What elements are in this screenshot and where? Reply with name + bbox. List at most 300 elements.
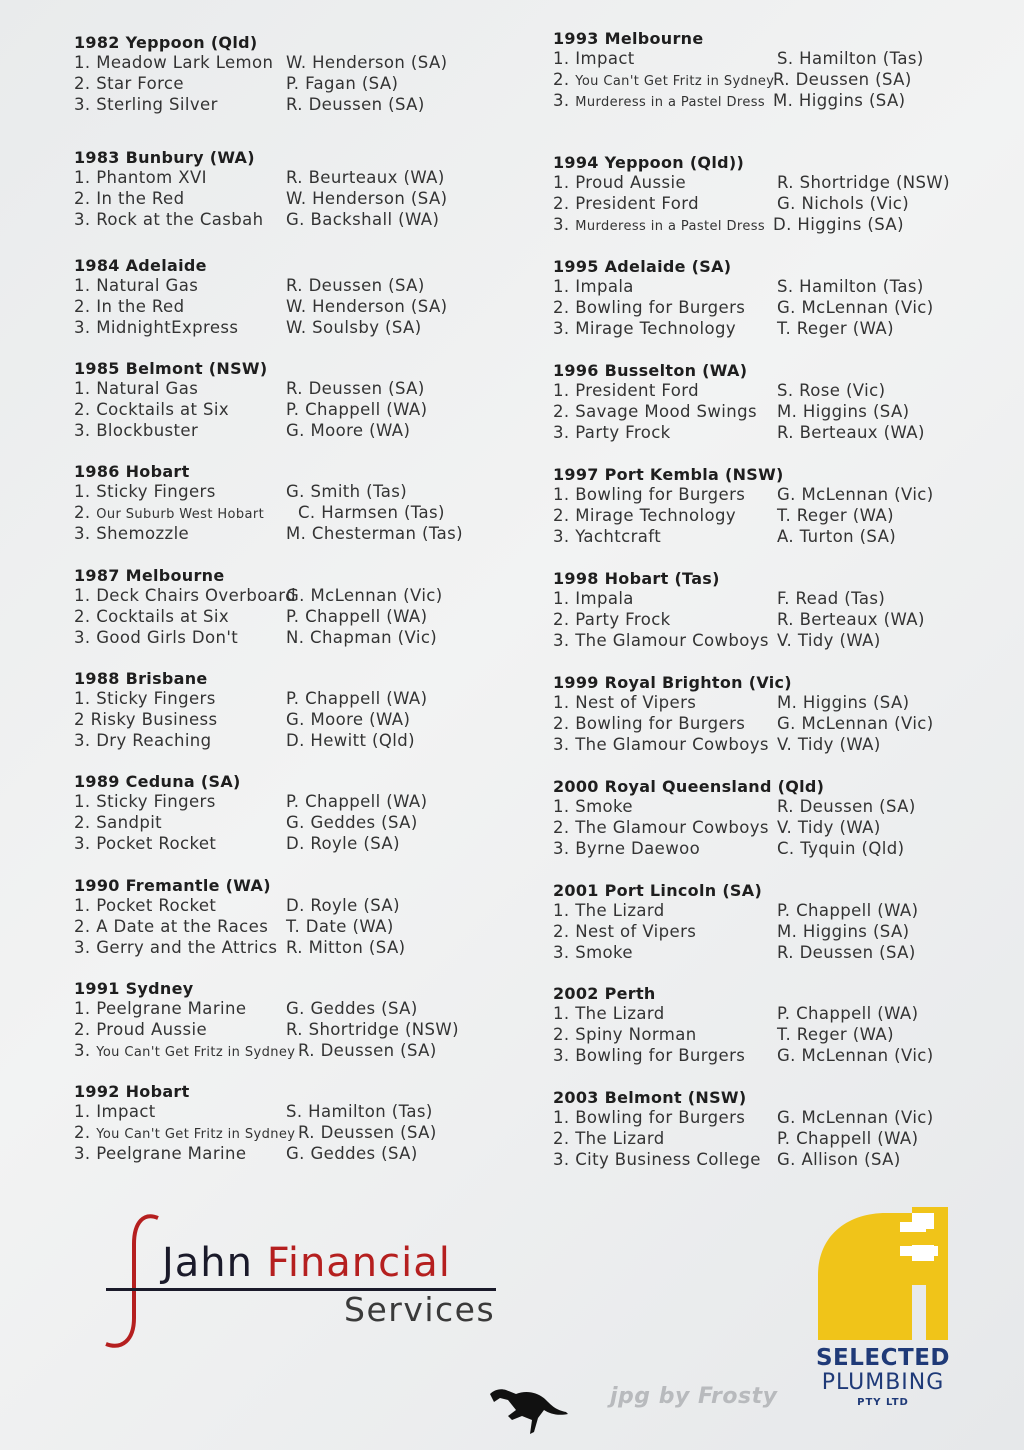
owner-name: G. McLennan (Vic) xyxy=(777,1108,934,1127)
result-row xyxy=(553,797,993,818)
result-row xyxy=(553,1025,993,1046)
result-row xyxy=(74,503,514,524)
owner-name: R. Deussen (SA) xyxy=(286,379,425,398)
result-row xyxy=(74,421,514,442)
result-row xyxy=(74,210,514,231)
result-heading: 1994 Yeppoon (Qld)) xyxy=(553,153,745,172)
horse-name: Bowling for Burgers xyxy=(575,1108,746,1127)
place-and-horse xyxy=(553,91,765,114)
horse-name: Deck Chairs Overboard xyxy=(96,586,296,605)
place-number: 3. xyxy=(553,942,570,962)
horse-name: Impala xyxy=(575,277,634,296)
horse-name: Mirage Technology xyxy=(575,318,737,338)
result-heading: 1983 Bunbury (WA) xyxy=(74,148,255,167)
place-number: 3. xyxy=(553,318,570,338)
place-and-horse xyxy=(553,402,757,423)
place-number: 2. xyxy=(553,1024,570,1044)
place-number: 1. xyxy=(553,173,570,192)
place-number: 1. xyxy=(553,693,570,712)
result-row xyxy=(553,277,993,298)
place-and-horse xyxy=(553,49,635,70)
selected-plumbing-name: SELECTED xyxy=(815,1345,950,1371)
horse-name: Proud Aussie xyxy=(96,1019,208,1039)
horse-name: Cocktails at Six xyxy=(96,606,230,626)
place-and-horse xyxy=(74,917,268,938)
place-and-horse xyxy=(74,731,212,752)
owner-name: G. McLennan (Vic) xyxy=(286,586,443,605)
place-number: 2. xyxy=(74,73,91,93)
result-heading: 1999 Royal Brighton (Vic) xyxy=(553,673,792,692)
owner-name: N. Chapman (Vic) xyxy=(286,627,438,647)
result-row xyxy=(553,485,993,506)
horse-name: Nest of Vipers xyxy=(575,693,697,712)
result-row xyxy=(74,74,514,95)
result-block xyxy=(553,360,993,443)
result-row xyxy=(74,297,514,318)
place-number: 3. xyxy=(553,422,570,442)
place-number: 1. xyxy=(74,482,91,501)
place-number: 2 xyxy=(74,709,85,729)
owner-name: S. Rose (Vic) xyxy=(777,381,886,400)
jahn-name-red: Financial xyxy=(266,1240,451,1286)
horse-name: Gerry and the Attrics xyxy=(96,937,278,957)
owner-name: G. Smith (Tas) xyxy=(286,482,408,501)
place-and-horse xyxy=(74,689,216,710)
horse-name: Smoke xyxy=(575,942,633,962)
result-row xyxy=(553,818,993,839)
place-and-horse xyxy=(553,1004,665,1025)
result-row xyxy=(553,922,993,943)
owner-name: V. Tidy (WA) xyxy=(777,630,881,650)
horse-name: In the Red xyxy=(96,296,185,316)
place-number: 3. xyxy=(74,937,91,957)
horse-name: Proud Aussie xyxy=(575,173,687,192)
result-row xyxy=(553,70,993,91)
owner-name: D. Hewitt (Qld) xyxy=(286,730,415,750)
result-heading: 1995 Adelaide (SA) xyxy=(553,257,732,276)
place-and-horse xyxy=(74,999,246,1020)
place-and-horse xyxy=(74,1102,156,1123)
result-block xyxy=(553,28,993,111)
horse-name: The Glamour Cowboys xyxy=(575,630,769,650)
result-row xyxy=(553,589,993,610)
owner-name: P. Chappell (WA) xyxy=(777,901,919,920)
place-number: 1. xyxy=(553,485,570,504)
horse-name: Peelgrane Marine xyxy=(96,999,247,1018)
horse-name: Sterling Silver xyxy=(96,94,218,114)
place-number: 2. xyxy=(74,188,91,208)
place-and-horse xyxy=(553,714,745,735)
place-number: 1. xyxy=(553,589,570,608)
owner-name: D. Royle (SA) xyxy=(286,896,400,915)
place-and-horse xyxy=(553,922,696,943)
place-and-horse xyxy=(74,1144,246,1165)
result-heading: 1982 Yeppoon (Qld) xyxy=(74,33,258,52)
horse-name: Shemozzle xyxy=(96,523,190,543)
result-block xyxy=(74,461,514,544)
owner-name: R. Berteaux (WA) xyxy=(777,422,925,442)
result-row xyxy=(74,689,514,710)
result-row xyxy=(74,628,514,649)
place-number: 1. xyxy=(553,49,570,68)
place-and-horse xyxy=(553,506,736,527)
place-number: 3. xyxy=(74,730,91,750)
place-and-horse xyxy=(74,74,184,95)
place-number: 1. xyxy=(74,689,91,708)
jahn-logo-subtitle: Services xyxy=(344,1290,496,1329)
place-and-horse xyxy=(74,95,218,116)
horse-name: Meadow Lark Lemon xyxy=(96,53,274,72)
result-row xyxy=(74,1020,514,1041)
place-and-horse xyxy=(553,215,765,238)
result-block xyxy=(553,256,993,339)
place-number: 2. xyxy=(74,916,91,936)
result-block xyxy=(553,152,993,235)
owner-name: V. Tidy (WA) xyxy=(777,734,881,754)
result-block xyxy=(553,983,993,1066)
place-and-horse xyxy=(74,628,238,649)
result-heading: 1984 Adelaide xyxy=(74,256,207,275)
place-number: 2. xyxy=(553,609,570,629)
owner-name: P. Chappell (WA) xyxy=(286,689,428,708)
place-and-horse xyxy=(553,423,671,444)
horse-name: Phantom XVI xyxy=(96,168,207,187)
place-number: 2. xyxy=(74,296,91,316)
result-heading: 1991 Sydney xyxy=(74,979,194,998)
place-number: 3. xyxy=(74,523,91,543)
place-and-horse xyxy=(553,1129,665,1150)
owner-name: G. McLennan (Vic) xyxy=(777,485,934,504)
place-and-horse xyxy=(553,818,769,839)
result-row xyxy=(74,917,514,938)
result-row xyxy=(74,792,514,813)
result-heading: 1993 Melbourne xyxy=(553,29,704,48)
place-and-horse xyxy=(74,318,238,339)
place-and-horse xyxy=(553,319,736,340)
result-heading: 1989 Ceduna (SA) xyxy=(74,772,241,791)
result-block xyxy=(553,880,993,963)
place-and-horse xyxy=(74,210,264,231)
owner-name: C. Harmsen (Tas) xyxy=(298,502,445,522)
owner-name: W. Henderson (SA) xyxy=(286,53,448,72)
horse-name: President Ford xyxy=(575,381,699,400)
result-row xyxy=(553,527,993,548)
place-number: 3. xyxy=(74,94,91,114)
owner-name: T. Reger (WA) xyxy=(777,505,894,525)
owner-name: R. Deussen (SA) xyxy=(777,942,916,962)
horse-name: The Lizard xyxy=(575,901,665,920)
place-number: 2. xyxy=(553,505,570,525)
owner-name: R. Shortridge (NSW) xyxy=(777,173,950,192)
photo-credit: jpg by Frosty xyxy=(610,1384,778,1409)
selected-plumbing-logo xyxy=(808,1205,958,1415)
result-row xyxy=(553,91,993,112)
result-row xyxy=(74,813,514,834)
place-and-horse xyxy=(74,400,229,421)
place-and-horse xyxy=(553,1150,761,1171)
owner-name: W. Soulsby (SA) xyxy=(286,317,422,337)
jahn-logo-title xyxy=(162,1240,451,1286)
horse-name: You Can't Get Fritz in Sydney xyxy=(96,1044,296,1060)
place-number: 3. xyxy=(74,420,91,440)
result-block xyxy=(553,1087,993,1170)
owner-name: T. Reger (WA) xyxy=(777,1024,894,1044)
place-number: 1. xyxy=(553,381,570,400)
place-and-horse xyxy=(553,298,745,319)
owner-name: S. Hamilton (Tas) xyxy=(777,277,924,296)
integral-f-icon xyxy=(100,1210,170,1350)
result-row xyxy=(74,710,514,731)
horse-name: Impact xyxy=(96,1102,156,1121)
owner-name: D. Royle (SA) xyxy=(286,833,400,853)
place-number: 3. xyxy=(553,734,570,754)
place-number: 2. xyxy=(74,1019,91,1039)
place-number: 1. xyxy=(74,276,91,295)
owner-name: P. Chappell (WA) xyxy=(777,1004,919,1023)
result-row xyxy=(74,276,514,297)
result-row xyxy=(74,1102,514,1123)
horse-name: Party Frock xyxy=(575,422,671,442)
result-row xyxy=(74,53,514,74)
result-block xyxy=(74,358,514,441)
owner-name: T. Date (WA) xyxy=(286,916,394,936)
place-number: 1. xyxy=(74,896,91,915)
horse-name: Risky Business xyxy=(90,709,218,729)
result-row xyxy=(74,400,514,421)
result-row xyxy=(553,943,993,964)
result-row xyxy=(74,189,514,210)
owner-name: M. Higgins (SA) xyxy=(773,90,906,110)
place-number: 3. xyxy=(74,209,91,229)
place-number: 1. xyxy=(74,1102,91,1121)
result-row xyxy=(553,173,993,194)
owner-name: P. Chappell (WA) xyxy=(777,1128,919,1148)
owner-name: P. Chappell (WA) xyxy=(286,792,428,811)
place-number: 1. xyxy=(74,379,91,398)
horse-name: Savage Mood Swings xyxy=(575,401,757,421)
owner-name: M. Chesterman (Tas) xyxy=(286,523,463,543)
result-row xyxy=(553,1046,993,1067)
horse-name: Blockbuster xyxy=(96,420,199,440)
place-and-horse xyxy=(553,693,696,714)
horse-name: Yachtcraft xyxy=(575,526,662,546)
result-row xyxy=(553,298,993,319)
result-heading: 1992 Hobart xyxy=(74,1082,190,1101)
horse-name: You Can't Get Fritz in Sydney xyxy=(96,1126,296,1142)
owner-name: A. Turton (SA) xyxy=(777,526,897,546)
place-number: 3. xyxy=(74,1040,91,1060)
place-and-horse xyxy=(74,586,296,607)
place-and-horse xyxy=(74,607,229,628)
place-number: 2. xyxy=(553,713,570,733)
place-and-horse xyxy=(74,710,218,731)
place-number: 2. xyxy=(553,193,570,213)
owner-name: G. Geddes (SA) xyxy=(286,812,418,832)
place-number: 3. xyxy=(553,526,570,546)
result-row xyxy=(553,901,993,922)
place-number: 2. xyxy=(553,401,570,421)
result-row xyxy=(74,731,514,752)
place-number: 1. xyxy=(74,586,91,605)
result-row xyxy=(74,938,514,959)
place-number: 3. xyxy=(74,627,91,647)
result-row xyxy=(553,714,993,735)
place-number: 3. xyxy=(74,317,91,337)
result-block xyxy=(74,1081,514,1164)
place-number: 1. xyxy=(553,797,570,816)
place-number: 2. xyxy=(74,502,91,522)
place-and-horse xyxy=(553,901,665,922)
place-number: 3. xyxy=(553,630,570,650)
result-row xyxy=(74,1123,514,1144)
place-and-horse xyxy=(553,839,700,860)
owner-name: G. Geddes (SA) xyxy=(286,1143,418,1163)
result-row xyxy=(553,610,993,631)
result-heading: 1988 Brisbane xyxy=(74,669,208,688)
place-number: 3. xyxy=(74,1143,91,1163)
result-heading: 2002 Perth xyxy=(553,984,656,1003)
place-number: 1. xyxy=(74,53,91,72)
place-and-horse xyxy=(553,797,633,818)
horse-name: You Can't Get Fritz in Sydney xyxy=(575,73,775,89)
horse-name: Impala xyxy=(575,589,634,608)
horse-name: Pocket Rocket xyxy=(96,896,217,915)
place-number: 3. xyxy=(553,90,570,110)
result-row xyxy=(553,506,993,527)
owner-name: R. Berteaux (WA) xyxy=(777,609,925,629)
result-block xyxy=(553,776,993,859)
horse-name: Byrne Daewoo xyxy=(575,838,701,858)
owner-name: G. Moore (WA) xyxy=(286,709,411,729)
place-number: 2. xyxy=(74,1122,91,1142)
result-heading: 1986 Hobart xyxy=(74,462,190,481)
result-row xyxy=(74,318,514,339)
result-row xyxy=(553,735,993,756)
place-and-horse xyxy=(553,589,634,610)
place-and-horse xyxy=(74,834,216,855)
horse-name: In the Red xyxy=(96,188,185,208)
sp-mark-icon xyxy=(808,1205,958,1345)
owner-name: S. Hamilton (Tas) xyxy=(286,1102,433,1121)
place-and-horse xyxy=(553,1025,697,1046)
result-heading: 2001 Port Lincoln (SA) xyxy=(553,881,763,900)
selected-plumbing-pty: PTY LTD xyxy=(857,1397,909,1408)
owner-name: R. Deussen (SA) xyxy=(286,276,425,295)
place-and-horse xyxy=(553,1046,745,1067)
result-row xyxy=(553,1150,993,1171)
place-and-horse xyxy=(553,277,634,298)
place-and-horse xyxy=(74,792,216,813)
place-and-horse xyxy=(74,1020,207,1041)
place-and-horse xyxy=(553,70,774,93)
horse-name: The Lizard xyxy=(575,1128,665,1148)
selected-plumbing-sub: PLUMBING xyxy=(821,1370,945,1395)
result-row xyxy=(74,482,514,503)
place-and-horse xyxy=(553,381,699,402)
place-and-horse xyxy=(553,194,699,215)
result-heading: 2000 Royal Queensland (Qld) xyxy=(553,777,825,796)
result-block xyxy=(553,568,993,651)
horse-name: Sticky Fingers xyxy=(96,792,216,811)
owner-name: M. Higgins (SA) xyxy=(777,693,910,712)
owner-name: R. Shortridge (NSW) xyxy=(286,1019,459,1039)
result-block xyxy=(553,672,993,755)
result-heading: 1987 Melbourne xyxy=(74,566,225,585)
result-block xyxy=(553,464,993,547)
horse-name: MidnightExpress xyxy=(96,317,239,337)
place-number: 2. xyxy=(553,1128,570,1148)
horse-name: Bowling for Burgers xyxy=(575,1045,746,1065)
result-row xyxy=(553,49,993,70)
place-number: 3. xyxy=(553,838,570,858)
owner-name: R. Mitton (SA) xyxy=(286,937,406,957)
result-row xyxy=(74,379,514,400)
place-and-horse xyxy=(553,610,671,631)
result-row xyxy=(74,999,514,1020)
place-number: 2. xyxy=(74,812,91,832)
place-and-horse xyxy=(74,421,198,442)
place-and-horse xyxy=(553,735,769,756)
place-and-horse xyxy=(553,173,686,194)
place-number: 1. xyxy=(74,168,91,187)
horse-name: A Date at the Races xyxy=(96,916,269,936)
result-row xyxy=(74,1041,514,1062)
result-row xyxy=(74,834,514,855)
result-row xyxy=(553,194,993,215)
place-number: 3. xyxy=(553,1045,570,1065)
result-row xyxy=(74,896,514,917)
owner-name: C. Tyquin (Qld) xyxy=(777,838,905,858)
result-heading: 2003 Belmont (NSW) xyxy=(553,1088,747,1107)
place-and-horse xyxy=(553,943,633,964)
place-number: 2. xyxy=(74,606,91,626)
result-block xyxy=(74,668,514,751)
place-and-horse xyxy=(74,168,207,189)
result-block xyxy=(74,32,514,115)
owner-name: R. Deussen (SA) xyxy=(777,797,916,816)
horse-name: Murderess in a Pastel Dress xyxy=(575,218,766,234)
owner-name: G. McLennan (Vic) xyxy=(777,713,934,733)
place-number: 2. xyxy=(553,69,570,89)
owner-name: G. McLennan (Vic) xyxy=(777,1045,934,1065)
place-and-horse xyxy=(74,813,162,834)
horse-name: Sticky Fingers xyxy=(96,689,216,708)
result-heading: 1985 Belmont (NSW) xyxy=(74,359,268,378)
horse-name: Cocktails at Six xyxy=(96,399,230,419)
horse-name: Natural Gas xyxy=(96,276,199,295)
result-row xyxy=(74,1144,514,1165)
horse-name: Bowling for Burgers xyxy=(575,713,746,733)
owner-name: M. Higgins (SA) xyxy=(777,401,910,421)
owner-name: R. Deussen (SA) xyxy=(298,1040,437,1060)
horse-name: Spiny Norman xyxy=(575,1024,697,1044)
horse-name: President Ford xyxy=(575,193,699,213)
result-block xyxy=(74,565,514,648)
place-number: 1. xyxy=(74,792,91,811)
owner-name: T. Reger (WA) xyxy=(777,318,894,338)
place-number: 1. xyxy=(553,277,570,296)
place-and-horse xyxy=(74,503,264,526)
place-number: 1. xyxy=(74,999,91,1018)
place-number: 2. xyxy=(553,817,570,837)
place-and-horse xyxy=(553,527,661,548)
result-row xyxy=(553,381,993,402)
result-row xyxy=(74,524,514,545)
place-and-horse xyxy=(74,379,198,400)
place-number: 1. xyxy=(553,901,570,920)
owner-name: D. Higgins (SA) xyxy=(773,214,904,234)
owner-name: P. Chappell (WA) xyxy=(286,399,428,419)
